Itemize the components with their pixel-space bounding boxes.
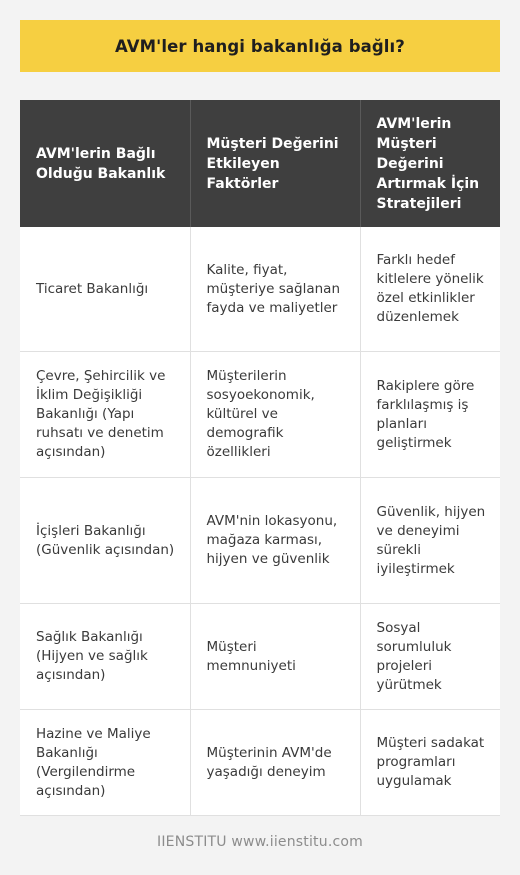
cell-ministry: Hazine ve Maliye Bakanlığı (Vergilendirme açısından) [20,710,190,816]
cell-ministry: Sağlık Bakanlığı (Hijyen ve sağlık açısından) [20,604,190,710]
cell-ministry: Çevre, Şehircilik ve İklim Değişikliği Bakanlığı (Yapı ruhsatı ve denetim açısından) [20,352,190,478]
footer-brand: IIENSTITU www.iienstitu.com [157,834,363,850]
cell-ministry: İçişleri Bakanlığı (Güvenlik açısından) [20,478,190,604]
cell-strategy: Güvenlik, hijyen ve deneyimi sürekli iyileştirmek [360,478,500,604]
cell-factors: AVM'nin lokasyonu, mağaza karması, hijyen ve güvenlik [190,478,360,604]
title-banner [20,20,500,72]
cell-factors: Müşterinin AVM'de yaşadığı deneyim [190,710,360,816]
page-title: AVM'ler hangi bakanlığa bağlı? [115,36,405,56]
table-row [20,227,500,352]
cell-strategy: Sosyal sorumluluk projeleri yürütmek [360,604,500,710]
table-row [20,710,500,816]
table-header-row [20,100,500,227]
header-factors: Müşteri Değerini Etkileyen Faktörler [190,100,360,227]
cell-factors: Müşteri memnuniyeti [190,604,360,710]
header-strategies: AVM'lerin Müşteri Değerini Artırmak İçin Stratejileri [360,100,500,227]
cell-strategy: Rakiplere göre farklılaşmış iş planları geliştirmek [360,352,500,478]
cell-strategy: Müşteri sadakat programları uygulamak [360,710,500,816]
table-row [20,352,500,478]
cell-ministry: Ticaret Bakanlığı [20,227,190,352]
cell-factors: Kalite, fiyat, müşteriye sağlanan fayda ve maliyetler [190,227,360,352]
table-row [20,478,500,604]
cell-strategy: Farklı hedef kitlelere yönelik özel etkinlikler düzenlemek [360,227,500,352]
header-ministry: AVM'lerin Bağlı Olduğu Bakanlık [20,100,190,227]
table-row [20,604,500,710]
cell-factors: Müşterilerin sosyoekonomik, kültürel ve demografik özellikleri [190,352,360,478]
data-table [20,100,500,816]
